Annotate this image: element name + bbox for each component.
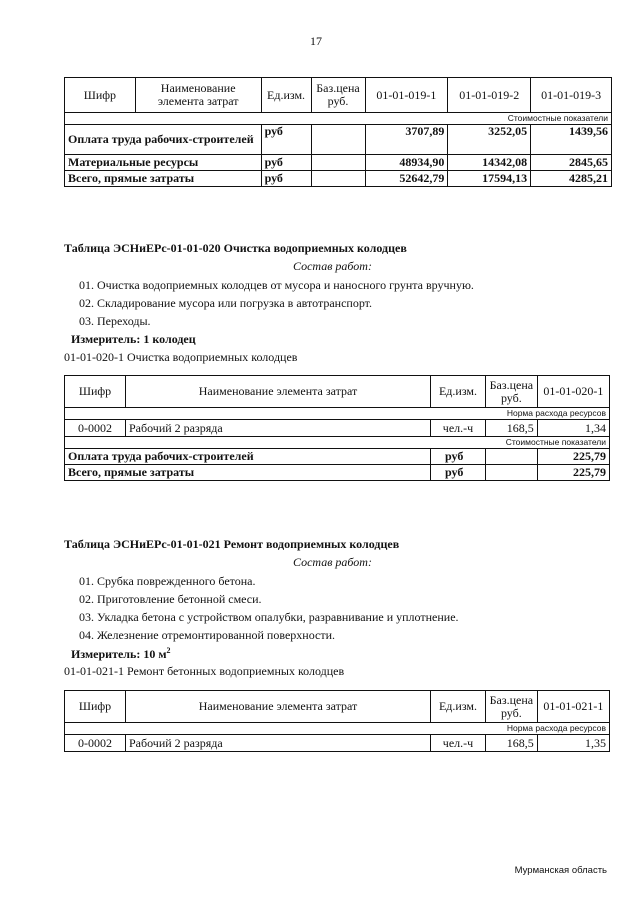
header-name: Наименование элемента затрат: [126, 376, 431, 408]
cost-unit: руб: [431, 464, 486, 480]
resource-unit: чел.-ч: [431, 734, 486, 751]
resource-value: 1,35: [537, 734, 609, 751]
header-col1: 01-01-020-1: [537, 376, 609, 408]
section-norm-label: Норма расхода ресурсов: [65, 723, 610, 735]
header-code: Шифр: [65, 376, 126, 408]
table-header-row: [65, 376, 610, 408]
section-021-subtitle: 01-01-021-1 Ремонт бетонных водоприемных колодцев: [64, 664, 345, 678]
table-row: [65, 124, 612, 154]
section-020-item: 02. Складирование мусора или погрузка в автотранспорт.: [79, 296, 373, 310]
section-021-work-heading: Состав работ:: [293, 555, 372, 569]
section-norm-label: Норма расхода ресурсов: [65, 408, 610, 420]
header-base-price: Баз.цена руб.: [485, 376, 537, 408]
header-base-price: Баз.цена руб.: [311, 78, 365, 113]
header-name: Наименование элемента затрат: [135, 78, 261, 113]
cost-unit: руб: [431, 448, 486, 464]
table-row: [65, 419, 610, 436]
row-v2: 17594,13: [448, 170, 531, 186]
resource-unit: чел.-ч: [431, 419, 486, 436]
table-header-row: [65, 691, 610, 723]
resource-price: 168,5: [485, 734, 537, 751]
resource-name: Рабочий 2 разряда: [126, 734, 431, 751]
header-code: Шифр: [65, 78, 136, 113]
cost-name: Всего, прямые затраты: [65, 464, 431, 480]
page-number: 17: [310, 34, 322, 48]
table-row: [65, 448, 610, 464]
section-020-title: Таблица ЭСНиЕРс-01-01-020 Очистка водоприемных колодцев: [64, 241, 407, 255]
section-cost-label: Стоимостные показатели: [65, 113, 612, 125]
meter-superscript: 2: [166, 646, 171, 655]
header-unit: Ед.изм.: [431, 691, 486, 723]
section-021-item: 04. Железнение отремонтированной поверхности.: [79, 628, 335, 642]
header-base-price: Баз.цена руб.: [485, 691, 537, 723]
section-020-meter: Измеритель: 1 колодец: [71, 332, 196, 346]
row-v1: 48934,90: [365, 154, 448, 170]
header-col1: 01-01-019-1: [365, 78, 448, 113]
table-row: [65, 464, 610, 480]
header-unit: Ед.изм.: [261, 78, 311, 113]
section-021-item: 01. Срубка поврежденного бетона.: [79, 574, 256, 588]
cost-name: Оплата труда рабочих-строителей: [65, 448, 431, 464]
cost-value: 225,79: [537, 448, 609, 464]
resource-code: 0-0002: [65, 419, 126, 436]
section-cost-label: Стоимостные показатели: [65, 436, 610, 448]
section-021-item: 02. Приготовление бетонной смеси.: [79, 592, 262, 606]
row-v3: 2845,65: [531, 154, 612, 170]
row-v2: 3252,05: [448, 124, 531, 154]
section-row: [65, 436, 610, 448]
section-021-meter: Измеритель: 10 $м^2$: [71, 646, 171, 661]
table-021: [64, 690, 610, 752]
section-021-item: 03. Укладка бетона с устройством опалубки, разравнивание и уплотнение.: [79, 610, 459, 624]
section-021-title: Таблица ЭСНиЕРс-01-01-021 Ремонт водоприемных колодцев: [64, 537, 400, 551]
row-name: Материальные ресурсы: [65, 154, 262, 170]
header-col2: 01-01-019-2: [448, 78, 531, 113]
cost-value: 225,79: [537, 464, 609, 480]
section-020-item: 01. Очистка водоприемных колодцев от мусора и наносного грунта вручную.: [79, 278, 474, 292]
header-col1: 01-01-021-1: [537, 691, 609, 723]
header-unit: Ед.изм.: [431, 376, 486, 408]
header-code: Шифр: [65, 691, 126, 723]
section-020-item: 03. Переходы.: [79, 314, 151, 328]
resource-price: 168,5: [485, 419, 537, 436]
section-row: [65, 113, 612, 125]
table-row: [65, 154, 612, 170]
row-v1: 3707,89: [365, 124, 448, 154]
resource-name: Рабочий 2 разряда: [126, 419, 431, 436]
row-name: Всего, прямые затраты: [65, 170, 262, 186]
footer-region: Мурманская область: [514, 865, 607, 876]
section-020-subtitle: 01-01-020-1 Очистка водоприемных колодцев: [64, 350, 298, 364]
header-name: Наименование элемента затрат: [126, 691, 431, 723]
table-019: [64, 77, 612, 187]
table-020: [64, 375, 610, 481]
section-row: [65, 408, 610, 420]
resource-code: 0-0002: [65, 734, 126, 751]
row-v2: 14342,08: [448, 154, 531, 170]
resource-value: 1,34: [537, 419, 609, 436]
table-row: [65, 170, 612, 186]
row-v1: 52642,79: [365, 170, 448, 186]
row-unit: руб: [261, 154, 311, 170]
section-row: [65, 723, 610, 735]
row-unit: руб: [261, 170, 311, 186]
row-v3: 4285,21: [531, 170, 612, 186]
row-name: Оплата труда рабочих-строителей: [65, 124, 262, 154]
row-v3: 1439,56: [531, 124, 612, 154]
section-020-work-heading: Состав работ:: [293, 259, 372, 273]
header-col3: 01-01-019-3: [531, 78, 612, 113]
row-unit: руб: [261, 124, 311, 154]
table-header-row: [65, 78, 612, 113]
table-row: [65, 734, 610, 751]
